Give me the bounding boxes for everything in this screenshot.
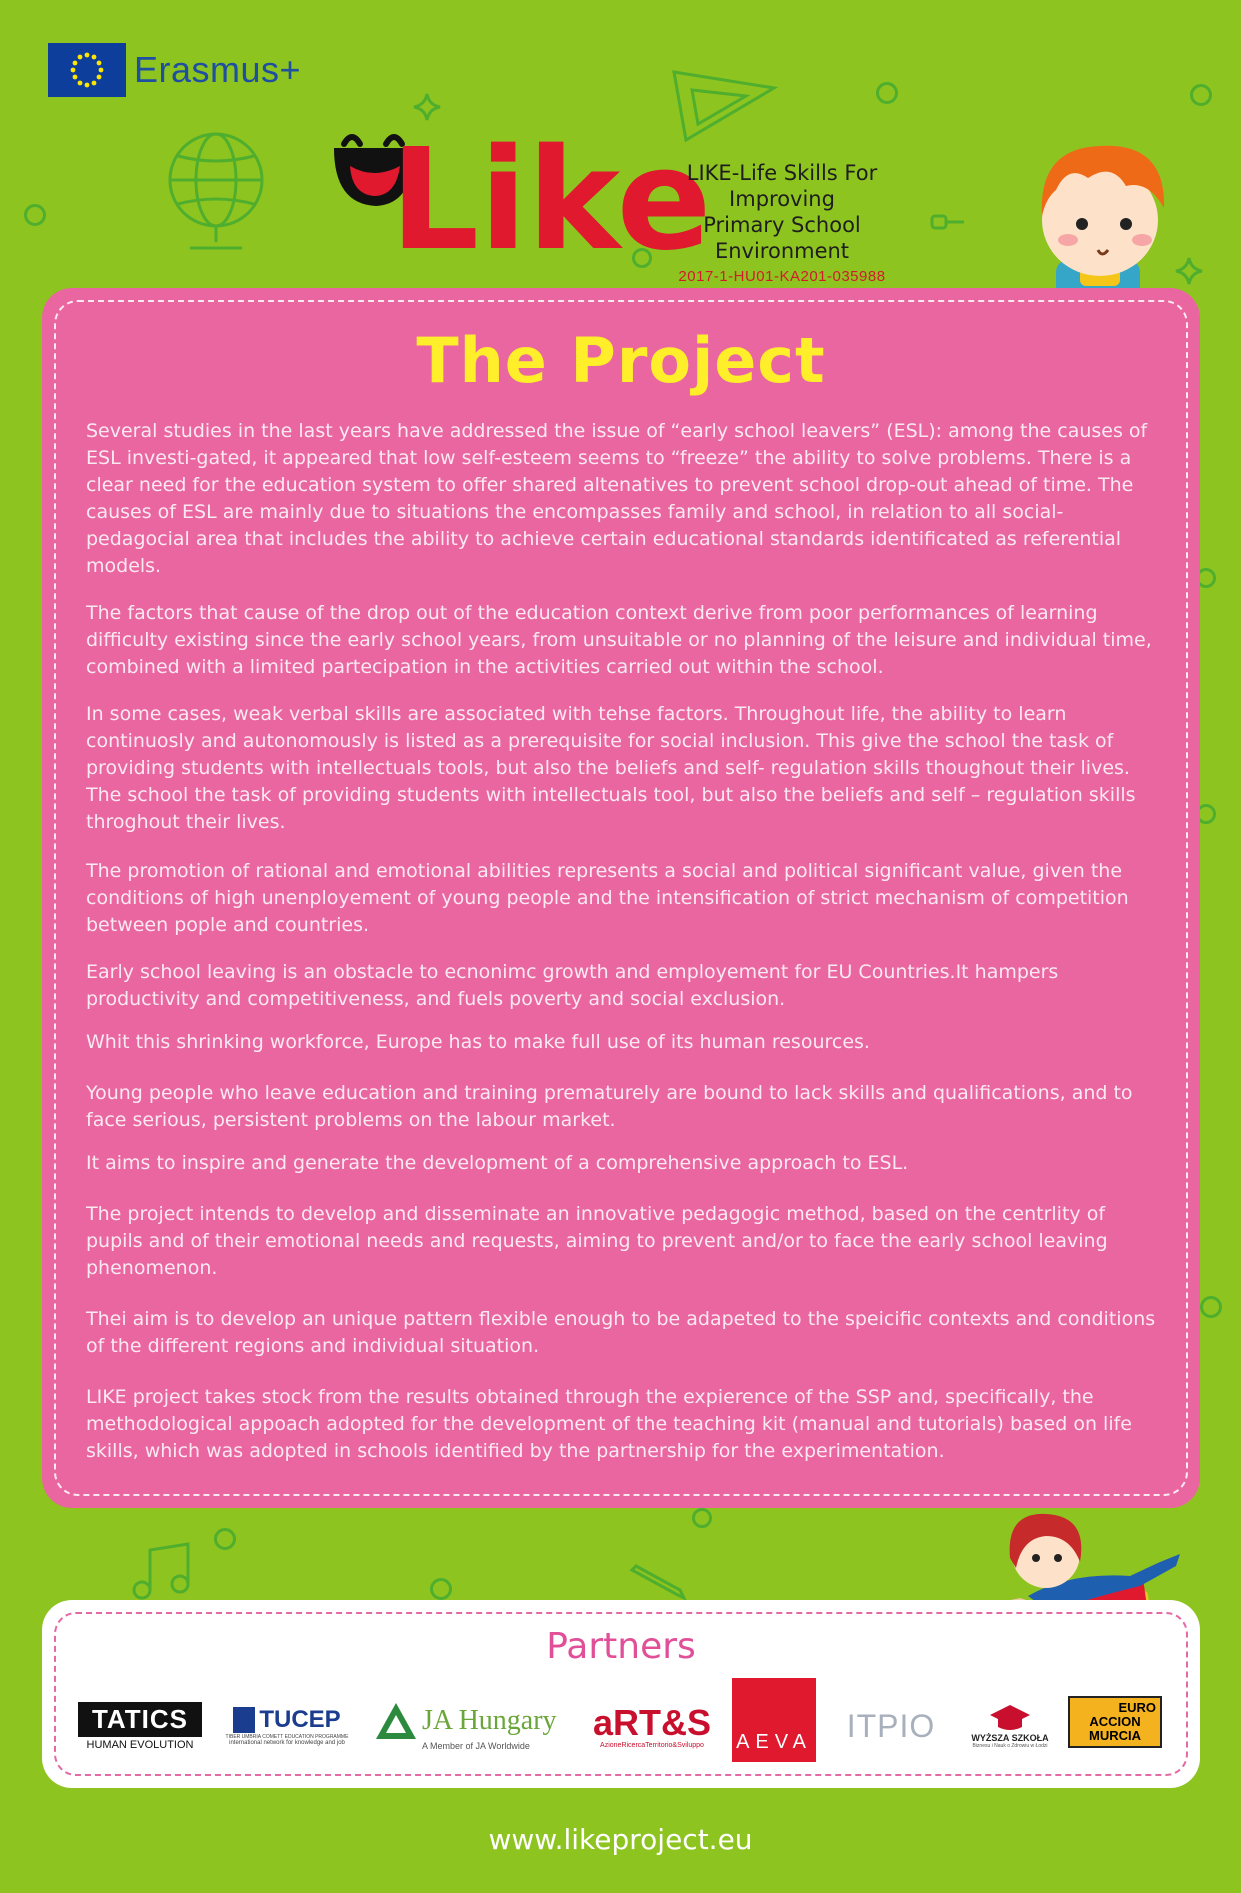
tucep-logo-subtext: international network for knowledge and job — [229, 1740, 345, 1746]
globe-icon — [160, 118, 280, 258]
partners-title: Partners — [546, 1626, 696, 1667]
project-paragraph: Whit this shrinking workforce, Europe has to make full use of its human resources. — [86, 1031, 870, 1053]
euro-logo-line3: MURCIA — [1089, 1728, 1141, 1743]
like-subtitle-line2: Primary School Environment — [703, 213, 861, 263]
euro-accion-murcia-logo — [1068, 1696, 1162, 1748]
project-paragraph: Several studies in the last years have addressed the issue of “early school leavers” (ESL): among the causes of ESL investi-gated, it appeared that low self-esteem seems to “freeze” the ability to solve problems. There is a clear need for the education system to offer shared altenatives to prevent school drop-out ahead of time. The causes of ESL are mainly due to situations the encompasses family and school, in relation to all social-pedagocial area that includes the ability to achieve certain educational standards identificated as referential models. — [86, 420, 1148, 577]
aeva-logo — [732, 1678, 816, 1762]
project-code: 2017-1-HU01-KA201-035988 — [678, 268, 886, 285]
tatics-logo-subtext: HUMAN EVOLUTION — [86, 1738, 194, 1751]
like-logo — [330, 108, 712, 282]
arts-logo — [588, 1692, 716, 1760]
project-paragraph: In some cases, weak verbal skills are associated with tehse factors. Throughout life, the ability to learn continuosly and autonomously is listed as a prerequisite for social inclusion. This give the school the task of providing students with intellectuals tools, but also the beliefs and self- regulation skills thoughout their lives. The school the task of providing students with intellectuals tool, but also the beliefs and self – regulation skills throghout their lives. — [86, 703, 1136, 833]
ja-triangle-icon — [374, 1701, 418, 1741]
tucep-flag-icon — [233, 1707, 255, 1733]
ja-hungary-logo-text: JA Hungary — [422, 1705, 557, 1736]
wyzsza-logo-subtext: Biznesu i Nauk o Zdrowiu w Łodzi — [972, 1743, 1048, 1749]
tucep-logo — [220, 1692, 354, 1760]
aeva-logo-text: AEVA — [736, 1730, 812, 1753]
project-paragraph: The project intends to develop and disseminate an innovative pedagogic method, based on the centrlity of pupils and of their emotional needs and requests, aiming to prevent and/or to face the early school leaving phenomenon. — [86, 1203, 1108, 1279]
project-paragraph: Young people who leave education and training prematurely are bound to lack skills and qualifications, and to face serious, persistent problems on the labour market. — [86, 1082, 1133, 1131]
website-url[interactable]: www.likeproject.eu — [488, 1823, 753, 1856]
decor-circle — [24, 204, 46, 226]
arts-logo-text: aRT&S — [592, 1701, 712, 1743]
arts-logo-subtext: AzioneRicercaTerritorio&Sviluppo — [600, 1741, 704, 1749]
tucep-logo-text: TUCEP — [259, 1706, 341, 1733]
decor-circle — [876, 82, 898, 104]
project-paragraph: It aims to inspire and generate the development of a comprehensive approach to ESL. — [86, 1152, 909, 1174]
tatics-logo-text: TATICS — [78, 1702, 202, 1737]
decor-circle — [1200, 1296, 1222, 1318]
itpio-logo — [842, 1692, 940, 1760]
project-card — [42, 288, 1200, 1508]
project-paragraph: The factors that cause of the drop out of the education context derive from poor performances of learning difficulty existing since the early school years, from unsuitable or no planning of the leisure and individual time, combined with a limited partecipation in the activities carried out within the school. — [86, 602, 1152, 678]
project-paragraph: LIKE project takes stock from the results obtained through the expierence of the SSP and, specifically, the methodological appoach adopted for the development of the teaching kit (manual and tutorials) based on life skills, which was adopted in schools identified by the partnership for the experimentation. — [86, 1386, 1132, 1462]
erasmus-label: Erasmus+ — [134, 49, 302, 90]
project-paragraph: Thei aim is to develop an unique pattern flexible enough to be adapeted to the speicific contexts and conditions of the different regions and individual situation. — [86, 1308, 1156, 1357]
music-note-icon — [130, 1540, 200, 1600]
erasmus-plus-logo — [48, 43, 301, 97]
wyzsza-logo-text: WYŻSZA SZKOŁA — [971, 1733, 1049, 1743]
graduation-cap-icon — [988, 1703, 1032, 1733]
wyzsza-szkola-logo — [956, 1692, 1064, 1760]
project-title: The Project — [416, 324, 826, 397]
ja-hungary-logo-subtext: A Member of JA Worldwide — [422, 1741, 530, 1751]
euro-logo-line2: ACCION — [1089, 1714, 1141, 1729]
like-subtitle-line1: LIKE-Life Skills For Improving — [686, 161, 878, 211]
euro-logo-line1: EURO — [1118, 1700, 1156, 1715]
pushpin-icon — [928, 210, 968, 234]
project-subtitle — [652, 160, 912, 285]
decor-circle — [430, 1578, 452, 1600]
project-body — [86, 418, 1166, 1465]
like-logo-text: Like — [390, 119, 712, 282]
tucep-logo-toptext: TIBER UMBRIA COMETT EDUCATION PROGRAMME — [225, 1734, 349, 1740]
decor-circle — [1190, 84, 1212, 106]
project-paragraph: Early school leaving is an obstacle to ecnonimc growth and employement for EU Countries.It hampers productivity and competitiveness, and fuels poverty and social exclusion. — [86, 961, 1059, 1010]
ja-hungary-logo — [374, 1692, 570, 1760]
partners-card — [42, 1600, 1200, 1788]
itpio-logo-text: ITPIO — [846, 1707, 936, 1744]
pencil-icon — [628, 1564, 688, 1600]
decor-circle — [214, 1528, 236, 1550]
tatics-logo — [78, 1692, 202, 1760]
eu-flag-icon — [48, 43, 126, 97]
project-paragraph: The promotion of rational and emotional abilities represents a social and political significant value, given the conditions of high unenployement of young people and the intensification of strict mechanism of competition between pople and countries. — [86, 860, 1129, 936]
decor-circle — [692, 1508, 712, 1528]
